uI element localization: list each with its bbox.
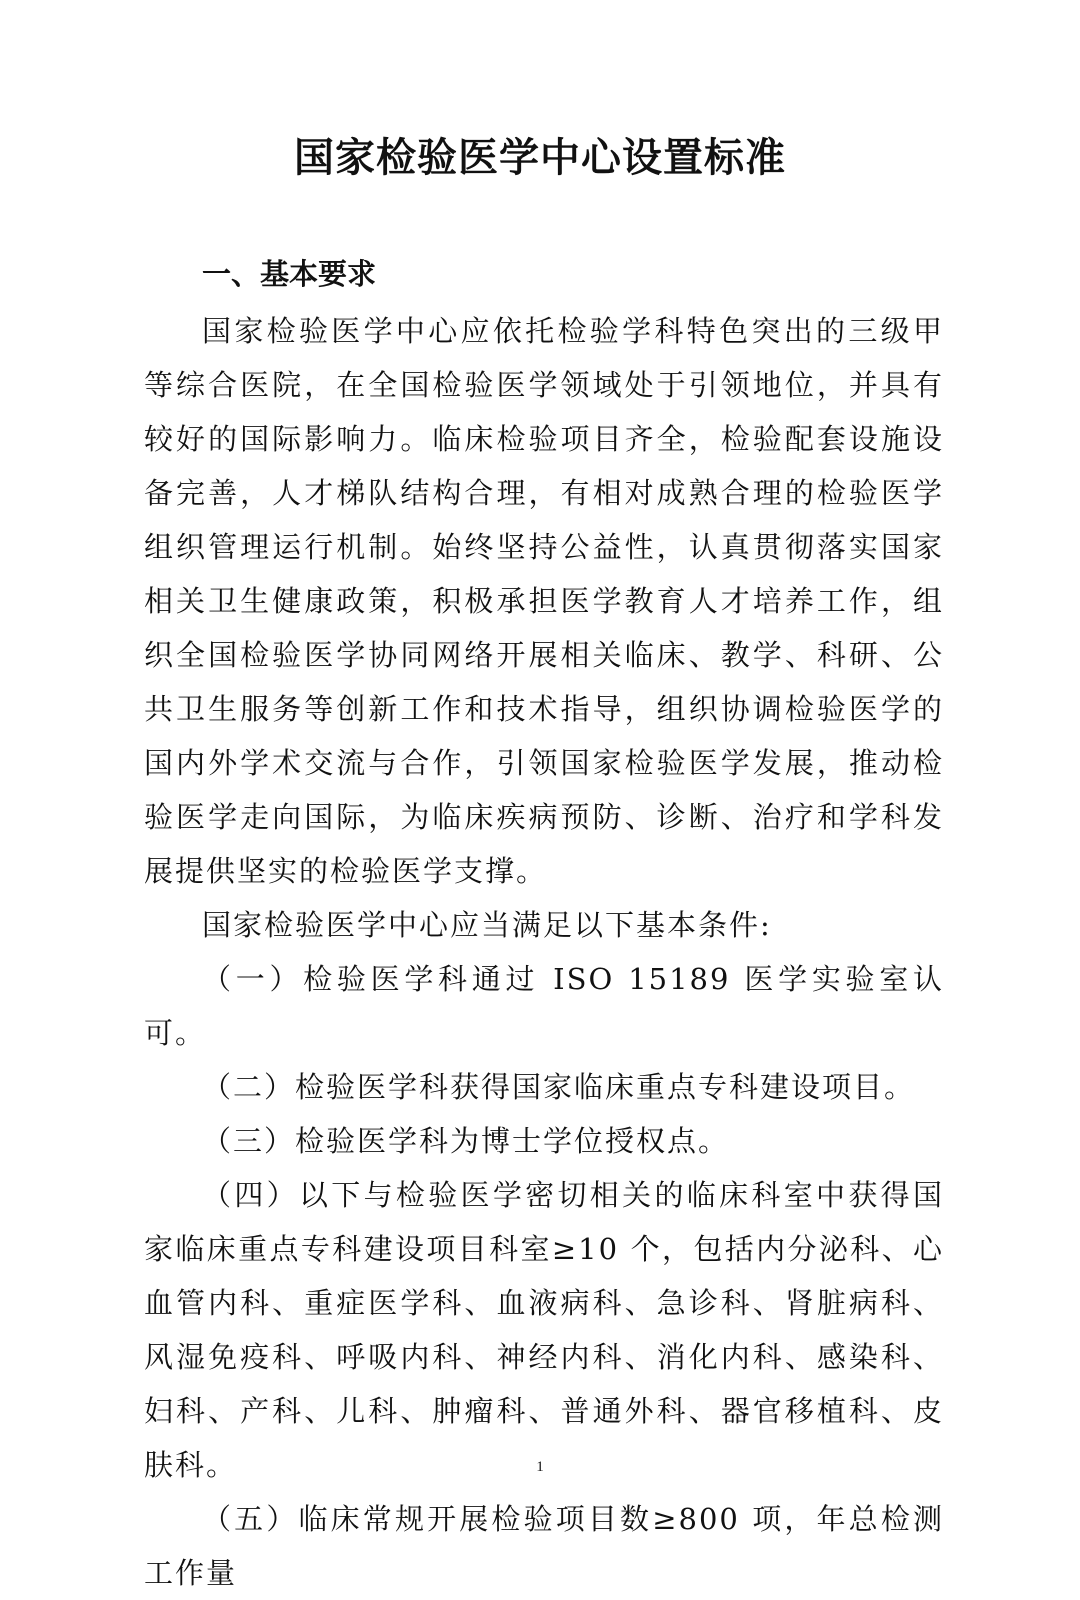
condition-item-5: （五）临床常规开展检验项目数≥800 项，年总检测工作量 (144, 1502, 944, 1590)
condition-item-1: （一）检验医学科通过 ISO 15189 医学实验室认可。 (144, 962, 944, 1050)
conditions-lead-paragraph: 国家检验医学中心应当满足以下基本条件: (202, 908, 772, 942)
page-number: 1 (536, 1459, 544, 1475)
document-body (144, 304, 944, 1600)
condition-item-2: （二）检验医学科获得国家临床重点专科建设项目。 (202, 1070, 916, 1104)
section-heading-basic-requirements: 一、基本要求 (202, 257, 377, 291)
intro-paragraph: 国家检验医学中心应依托检验学科特色突出的三级甲等综合医院，在全国检验医学领域处于引领地位，并具有较好的国际影响力。临床检验项目齐全，检验配套设施设备完善，人才梯队结构合理，有相对成熟合理的检验医学组织管理运行机制。始终坚持公益性，认真贯彻落实国家相关卫生健康政策，积极承担医学教育人才培养工作，组织全国检验医学协同网络开展相关临床、教学、科研、公共卫生服务等创新工作和技术指导，组织协调检验医学的国内外学术交流与合作，引领国家检验医学发展，推动检验医学走向国际，为临床疾病预防、诊断、治疗和学科发展提供坚实的检验医学支撑。 (144, 314, 944, 888)
condition-item-3: （三）检验医学科为博士学位授权点。 (202, 1124, 730, 1158)
condition-item-4: （四）以下与检验医学密切相关的临床科室中获得国家临床重点专科建设项目科室≥10 个，包括内分泌科、心血管内科、重症医学科、血液病科、急诊科、肾脏病科、风湿免疫科、呼吸内科、神经内科、消化内科、感染科、妇科、产科、儿科、肿瘤科、普通外科、器官移植科、皮肤科。 (144, 1178, 944, 1482)
document-title: 国家检验医学中心设置标准 (294, 135, 786, 181)
